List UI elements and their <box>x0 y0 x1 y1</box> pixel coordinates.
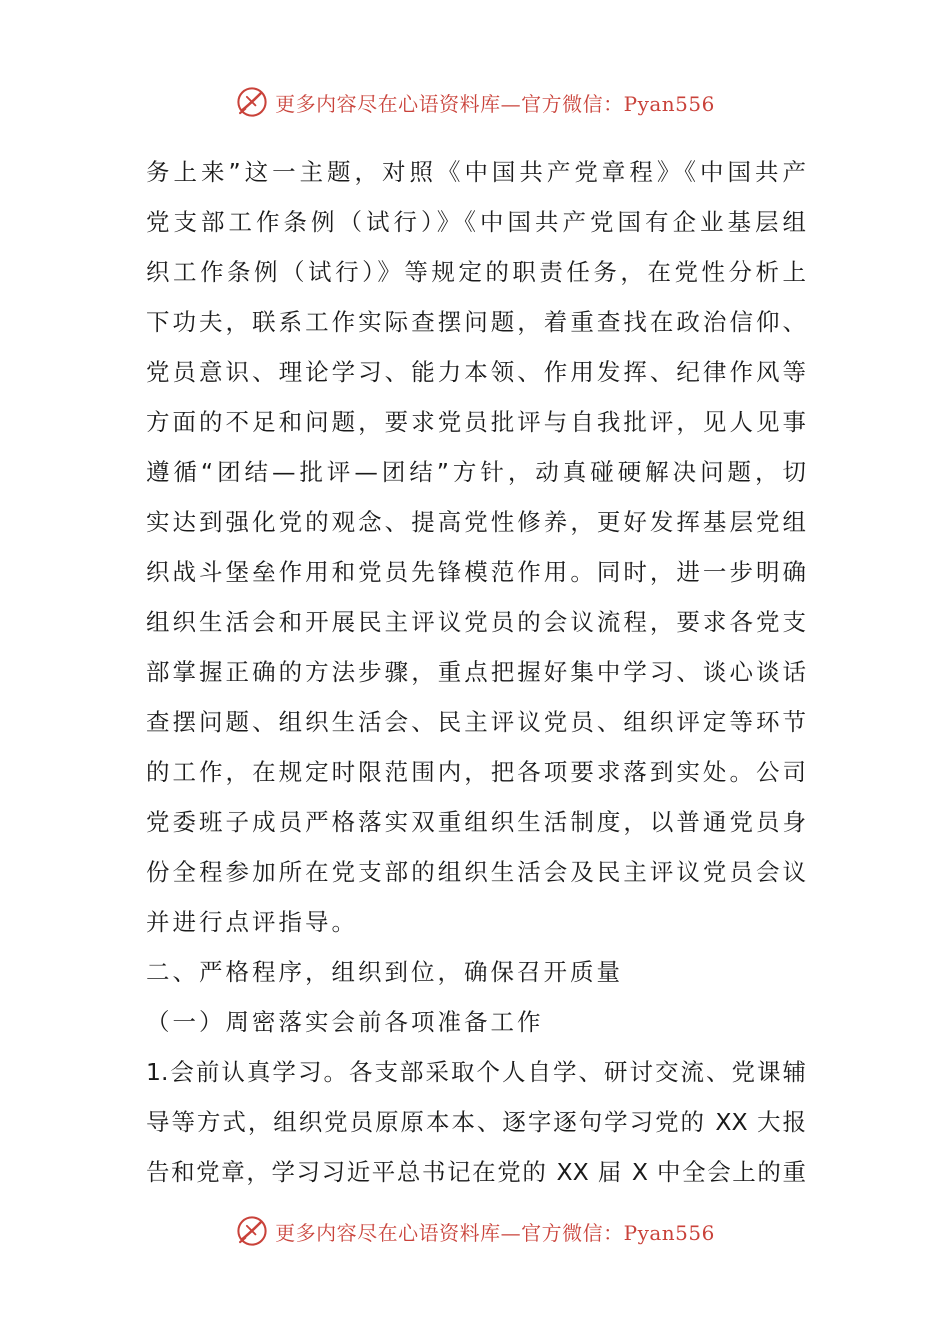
body-line: 党支部工作条例（试行）》《中国共产党国有企业基层组 <box>146 208 806 236</box>
body-line: 查摆问题、组织生活会、民主评议党员、组织评定等环节 <box>146 708 806 736</box>
body-line: 部掌握正确的方法步骤，重点把握好集中学习、谈心谈话 <box>146 658 806 686</box>
document-body <box>146 147 806 1197</box>
paragraph-end-line: 并进行点评指导。 <box>146 908 358 936</box>
body-line: 织工作条例（试行）》等规定的职责任务，在党性分析上 <box>146 258 806 286</box>
body-line: 下功夫，联系工作实际查摆问题，着重查找在政治信仰、 <box>146 308 806 336</box>
body-line: 遵循“团结—批评—团结”方针，动真碰硬解决问题，切 <box>146 458 806 486</box>
body-line: 组织生活会和开展民主评议党员的会议流程，要求各党支 <box>146 608 806 636</box>
body-line: 方面的不足和问题，要求党员批评与自我批评，见人见事 <box>146 408 806 436</box>
body-line: 党员意识、理论学习、能力本领、作用发挥、纪律作风等 <box>146 358 806 386</box>
section-heading: 二、严格程序，组织到位，确保召开质量 <box>146 958 623 986</box>
body-line: 织战斗堡垒作用和党员先锋模范作用。同时，进一步明确 <box>146 558 806 586</box>
watermark-banner-bottom <box>0 1211 950 1251</box>
body-line: 告和党章，学习习近平总书记在党的 XX 届 X 中全会上的重 <box>146 1158 806 1186</box>
watermark-banner-top <box>0 82 950 122</box>
body-line: 导等方式，组织党员原原本本、逐字逐句学习党的 XX 大报 <box>146 1108 806 1136</box>
body-line: 1.会前认真学习。各支部采取个人自学、研讨交流、党课辅 <box>146 1058 806 1086</box>
body-line: 的工作，在规定时限范围内，把各项要求落到实处。公司 <box>146 758 806 786</box>
body-line: 实达到强化党的观念、提高党性修养，更好发挥基层党组 <box>146 508 806 536</box>
watermark-text: 更多内容尽在心语资料库—官方微信：Pyan556 <box>275 1220 715 1245</box>
watermark-text: 更多内容尽在心语资料库—官方微信：Pyan556 <box>275 91 715 116</box>
body-line: 份全程参加所在党支部的组织生活会及民主评议党员会议 <box>146 858 806 886</box>
body-line: 务上来”这一主题，对照《中国共产党章程》《中国共产 <box>146 158 806 186</box>
pen-logo-icon <box>235 1214 269 1248</box>
pen-logo-icon <box>235 85 269 119</box>
body-line: 党委班子成员严格落实双重组织生活制度，以普通党员身 <box>146 808 806 836</box>
subsection-heading: （一）周密落实会前各项准备工作 <box>146 1008 544 1036</box>
